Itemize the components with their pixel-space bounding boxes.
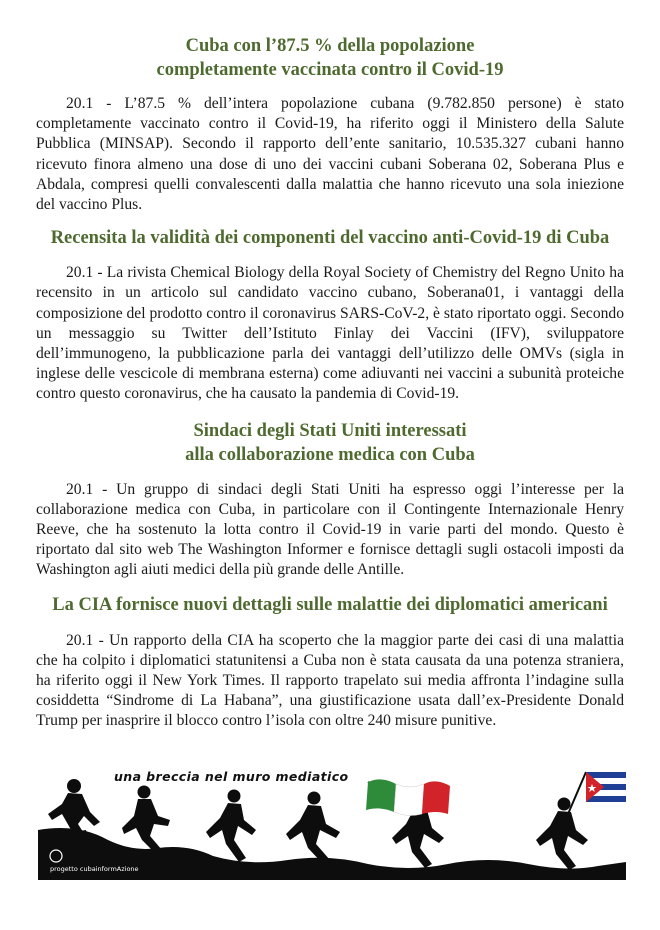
article-body: 20.1 - Un gruppo di sindaci degli Stati Uniti ha espresso oggi l’interesse per la collaborazione medica con Cuba, in particolare con il Contingente Internazionale Henry Reeve, che ha sostenuto la lotta contro il Covid-19 in varie parti del mondo. Questo è riportato dal sito web The Washington Informer e fornisce dettagli sugli ostacoli imposti da Washington agli aiuti medici della più grande delle Antille. [36,480,624,579]
banner-image [38,768,626,880]
italian-flag [366,779,450,815]
headline-line: completamente vaccinata contro il Covid-19 [156,60,504,80]
article-headline [36,419,624,467]
article-cuba-vaccination [36,34,624,215]
cuban-flag [568,772,626,814]
article-headline: Recensita la validità dei componenti del vaccino anti-Covid-19 di Cuba [50,228,610,249]
article-body: 20.1 - L’87.5 % dell’intera popolazione cubana (9.782.850 persone) è stato completamente vaccinato contro il Covid-19, ha riferito oggi il Ministero della Salute Pubblica (MINSAP). Secondo il rapporto dell’ente sanitario, 10.535.327 cubani hanno ricevuto finora almeno una dose di uno dei vaccini cubani Soberana 02, Soberana Plus e Abdala, compresi quelli convalescenti dalla malattia che hanno ricevuto una sola iniezione del vaccino Plus. [36,95,624,214]
banner-credit: progetto cubainformAzione [50,865,139,873]
newsletter-page [36,34,624,732]
article-headline: La CIA fornisce nuovi dettagli sulle malattie dei diplomatici americani [52,594,608,615]
article-body: 20.1 - Un rapporto della CIA ha scoperto che la maggior parte dei casi di una malattia che ha colpito i diplomatici statunitensi a Cuba non è stata causata da una potenza straniera, ha riferito oggi il New York Times. Il rapporto trapelato sui media affronta l’indagine sulla cosiddetta “Sindrome di La Habana”, una giustificazione usata dall’ex-Presidente Donald Trump per inasprire il blocco contro l’isola con oltre 240 misure punitive. [36,631,624,730]
headline-line: Sindaci degli Stati Uniti interessati [193,420,467,441]
breccia-illustration [38,768,626,880]
article-us-mayors [36,419,624,581]
article-headline [36,34,624,82]
article-vaccine-review [36,226,624,404]
banner-title: una breccia nel muro mediatico [114,769,349,784]
article-cia-diplomats [36,593,624,732]
headline-line: Cuba con l’87.5 % della popolazione [185,36,475,56]
article-body: 20.1 - La rivista Chemical Biology della Royal Society of Chemistry del Regno Unito ha recensito in un articolo sul candidato vaccino cubano, Soberana01, i vantaggi della composizione del prodotto contro il coronavirus SARS-CoV-2, è stato riportato oggi. Secondo un messaggio su Twitter dell’Istituto Finlay dei Vaccini (IFV), sviluppatore dell’immunogeno, la pubblicazione parla dei vantaggi dell’utilizzo delle OMVs (sigla in inglese delle vescicole di membrana esterna) come adiuvanti nei vaccini a subunità proteiche contro questo coronavirus, che ha causato la pandemia di Covid-19. [36,264,625,403]
headline-line: alla collaborazione medica con Cuba [185,444,475,465]
